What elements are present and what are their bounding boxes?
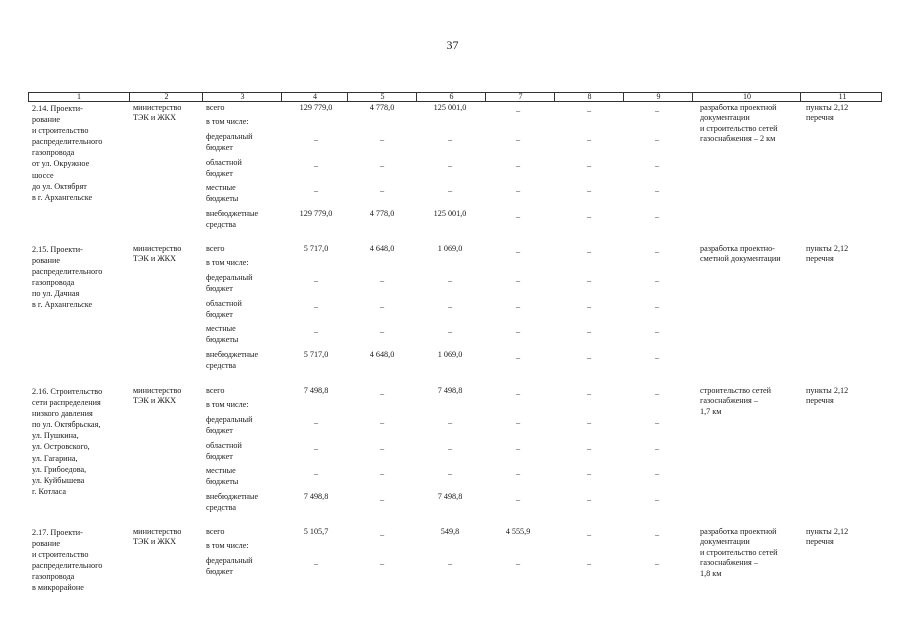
funding-value: 4 778,0	[369, 209, 395, 218]
row-label: местные бюджеты	[206, 466, 239, 486]
task-name: 2.14. Проекти- рование и строительство распределительного газопровода от ул. Окружное шоссе до ул. Октябрят в г. Архангельске	[32, 104, 103, 202]
header-col-7: 7	[485, 93, 555, 101]
funding-value: –	[654, 106, 660, 115]
funding-value: –	[654, 444, 660, 453]
funding-value: 1 069,0	[437, 244, 463, 253]
funding-value: –	[515, 247, 521, 256]
funding-value: 5 717,0	[303, 350, 329, 359]
funding-value: –	[313, 418, 319, 427]
funding-value: 5 105,7	[303, 527, 329, 536]
funding-value: –	[586, 469, 592, 478]
funding-value: 4 778,0	[369, 103, 395, 112]
row-label: местные бюджеты	[206, 324, 239, 344]
funding-value: –	[586, 559, 592, 568]
row-label: в том числе:	[206, 541, 249, 550]
funding-value: –	[515, 469, 521, 478]
funding-value: –	[654, 161, 660, 170]
funding-value: –	[515, 212, 521, 221]
row-label: федеральный бюджет	[206, 132, 253, 152]
funding-value: –	[515, 135, 521, 144]
list-reference: пункты 2,12 перечня	[806, 527, 849, 547]
funding-value: 125 001,0	[433, 209, 467, 218]
funding-value: 7 498,8	[303, 386, 329, 395]
funding-value: –	[654, 135, 660, 144]
funding-value: 4 648,0	[369, 244, 395, 253]
row-label: внебюджетные средства	[206, 492, 259, 512]
expected-result: строительство сетей газоснабжения – 1,7 км	[700, 386, 772, 416]
task-name: 2.16. Строительство сети распределения низкого давления по ул. Октябрьская, ул. Пушкина, ул. Островского, ул. Гагарина, ул. Грибоедова, ул. Куйбышева г. Котласа	[32, 387, 103, 496]
funding-value: –	[654, 186, 660, 195]
funding-value: –	[654, 247, 660, 256]
funding-value: –	[654, 389, 660, 398]
funding-value: 7 498,8	[437, 492, 463, 501]
row-label: всего	[206, 244, 225, 253]
funding-value: –	[379, 135, 385, 144]
funding-value: –	[515, 186, 521, 195]
funding-value: –	[515, 302, 521, 311]
funding-value: –	[586, 389, 592, 398]
funding-value: –	[654, 212, 660, 221]
row-label: всего	[206, 103, 225, 112]
funding-value: –	[586, 106, 592, 115]
expected-result: разработка проектно- сметной документации	[700, 244, 781, 264]
funding-value: 4 555,9	[505, 527, 531, 536]
funding-value: 5 717,0	[303, 244, 329, 253]
funding-value: –	[515, 389, 521, 398]
funding-value: –	[447, 418, 453, 427]
funding-value: –	[654, 276, 660, 285]
task-name: 2.15. Проекти- рование распределительного газопровода по ул. Дачная в г. Архангельске	[32, 245, 103, 310]
funding-value: –	[586, 212, 592, 221]
header-col-4: 4	[281, 93, 348, 101]
funding-value: –	[586, 444, 592, 453]
funding-value: –	[379, 444, 385, 453]
task-name: 2.17. Проекти- рование и строительство распределительного газопровода в микрорайоне	[32, 528, 103, 593]
table-header	[28, 92, 882, 102]
header-col-6: 6	[416, 93, 486, 101]
row-label: всего	[206, 527, 225, 536]
funding-value: –	[313, 327, 319, 336]
funding-value: –	[515, 276, 521, 285]
row-label: местные бюджеты	[206, 183, 239, 203]
funding-value: –	[654, 327, 660, 336]
header-col-8: 8	[554, 93, 624, 101]
funding-value: 7 498,8	[303, 492, 329, 501]
expected-result: разработка проектной документации и строительство сетей газоснабжения – 2 км	[700, 103, 778, 144]
row-label: всего	[206, 386, 225, 395]
funding-value: –	[586, 276, 592, 285]
funding-value: 7 498,8	[437, 386, 463, 395]
funding-value: –	[313, 276, 319, 285]
funding-value: 549,8	[440, 527, 460, 536]
page-number: 37	[446, 38, 459, 52]
header-col-11: 11	[800, 93, 884, 101]
funding-value: –	[586, 135, 592, 144]
row-label: в том числе:	[206, 258, 249, 267]
funding-value: –	[586, 161, 592, 170]
funding-value: –	[313, 161, 319, 170]
funding-value: –	[447, 276, 453, 285]
executor: министерство ТЭК и ЖКХ	[133, 103, 182, 122]
funding-value: 4 648,0	[369, 350, 395, 359]
header-col-2: 2	[129, 93, 203, 101]
funding-value: –	[313, 135, 319, 144]
list-reference: пункты 2,12 перечня	[806, 386, 849, 406]
header-col-9: 9	[623, 93, 693, 101]
funding-value: –	[379, 276, 385, 285]
funding-value: –	[654, 495, 660, 504]
header-col-10: 10	[692, 93, 801, 101]
expected-result: разработка проектной документации и строительство сетей газоснабжения – 1,8 км	[700, 527, 778, 578]
funding-value: –	[515, 327, 521, 336]
funding-value: –	[447, 161, 453, 170]
funding-value: –	[515, 353, 521, 362]
funding-value: –	[654, 302, 660, 311]
funding-value: 1 069,0	[437, 350, 463, 359]
row-label: федеральный бюджет	[206, 556, 253, 576]
funding-value: –	[379, 302, 385, 311]
executor: министерство ТЭК и ЖКХ	[133, 527, 182, 546]
funding-value: –	[447, 469, 453, 478]
funding-value: –	[379, 469, 385, 478]
funding-value: –	[515, 559, 521, 568]
header-col-3: 3	[202, 93, 282, 101]
funding-value: –	[379, 418, 385, 427]
funding-value: –	[515, 418, 521, 427]
funding-value: –	[447, 302, 453, 311]
funding-value: –	[586, 418, 592, 427]
funding-value: –	[515, 161, 521, 170]
funding-value: –	[586, 353, 592, 362]
row-label: внебюджетные средства	[206, 209, 259, 229]
funding-value: 129 779,0	[299, 103, 333, 112]
funding-value: –	[586, 247, 592, 256]
funding-value: –	[379, 161, 385, 170]
row-label: областной бюджет	[206, 299, 242, 319]
list-reference: пункты 2,12 перечня	[806, 244, 849, 264]
executor: министерство ТЭК и ЖКХ	[133, 386, 182, 405]
funding-value: –	[379, 389, 385, 398]
funding-value: –	[515, 444, 521, 453]
row-label: в том числе:	[206, 400, 249, 409]
funding-value: –	[313, 302, 319, 311]
funding-value: –	[447, 186, 453, 195]
funding-value: 129 779,0	[299, 209, 333, 218]
list-reference: пункты 2,12 перечня	[806, 103, 849, 123]
row-label: областной бюджет	[206, 441, 242, 461]
funding-value: –	[586, 186, 592, 195]
funding-value: –	[654, 469, 660, 478]
funding-value: –	[586, 495, 592, 504]
funding-value: –	[379, 495, 385, 504]
funding-value: –	[379, 186, 385, 195]
funding-value: –	[586, 530, 592, 539]
row-label: внебюджетные средства	[206, 350, 259, 370]
row-label: федеральный бюджет	[206, 273, 253, 293]
funding-value: –	[313, 469, 319, 478]
header-col-5: 5	[347, 93, 417, 101]
funding-value: –	[447, 327, 453, 336]
funding-value: –	[379, 559, 385, 568]
funding-value: –	[654, 353, 660, 362]
funding-value: –	[586, 302, 592, 311]
funding-value: –	[313, 559, 319, 568]
funding-value: –	[447, 135, 453, 144]
row-label: в том числе:	[206, 117, 249, 126]
funding-value: –	[586, 327, 592, 336]
header-col-1: 1	[77, 92, 81, 101]
funding-value: –	[379, 530, 385, 539]
funding-value: –	[654, 418, 660, 427]
funding-value: –	[447, 444, 453, 453]
row-label: федеральный бюджет	[206, 415, 253, 435]
funding-value: –	[447, 559, 453, 568]
funding-value: –	[379, 327, 385, 336]
executor: министерство ТЭК и ЖКХ	[133, 244, 182, 263]
funding-value: –	[515, 495, 521, 504]
funding-value: –	[313, 444, 319, 453]
funding-value: –	[515, 106, 521, 115]
row-label: областной бюджет	[206, 158, 242, 178]
funding-value: –	[654, 559, 660, 568]
funding-value: 125 001,0	[433, 103, 467, 112]
funding-value: –	[654, 530, 660, 539]
funding-value: –	[313, 186, 319, 195]
